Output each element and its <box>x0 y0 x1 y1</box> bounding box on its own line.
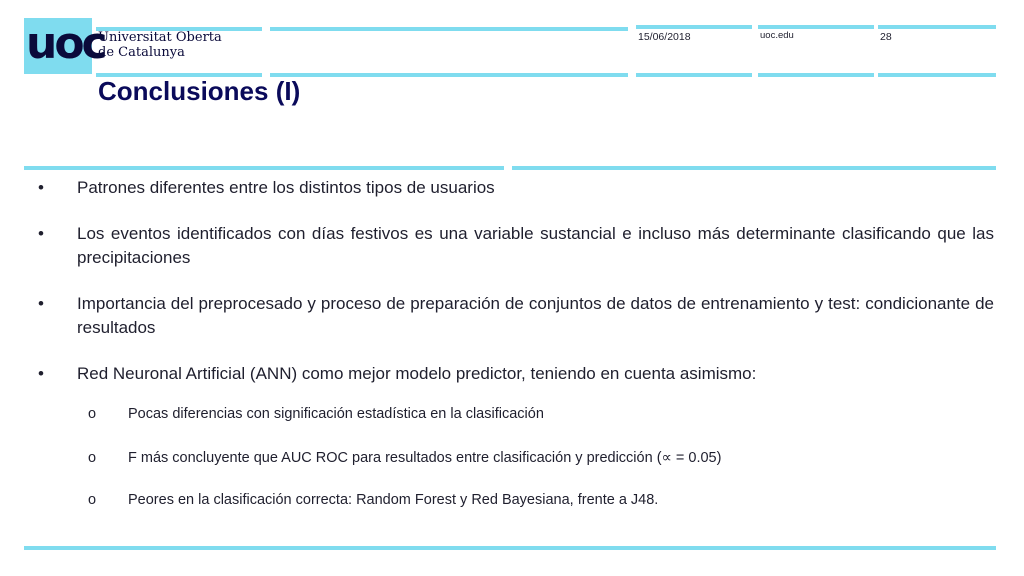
bullet-item <box>32 292 994 340</box>
header-bar-top-4 <box>758 25 874 29</box>
slide-date: 15/06/2018 <box>638 31 691 43</box>
sub-bullet-marker: o <box>88 492 97 508</box>
header-bar-bottom-5 <box>878 73 996 77</box>
header-bar-bottom-2 <box>270 73 628 77</box>
header-bar-top-3 <box>636 25 752 29</box>
bullet-marker: • <box>38 224 44 243</box>
institution-line-1: Universitat Oberta <box>98 30 222 45</box>
header-bar-bottom-4 <box>758 73 874 77</box>
institution-line-2: de Catalunya <box>98 45 185 60</box>
bullet-marker: • <box>38 364 44 383</box>
bullet-marker: • <box>38 178 44 197</box>
sub-bullet-marker: o <box>88 406 97 422</box>
bullet-text: Importancia del preprocesado y proceso de preparación de conjuntos de datos de entrenamiento y test: condicionante de resultados <box>77 294 994 337</box>
sub-bullet-item <box>32 448 994 468</box>
header-bar-bottom-3 <box>636 73 752 77</box>
slide-content <box>32 176 994 526</box>
bullet-item <box>32 362 994 386</box>
header-bar-top-5 <box>878 25 996 29</box>
slide-title: Conclusiones (I) <box>98 76 301 106</box>
bullet-text: Red Neuronal Artificial (ANN) como mejor modelo predictor, teniendo en cuenta asimismo: <box>77 364 757 383</box>
uoc-logo <box>24 18 105 74</box>
title-divider-left <box>24 166 504 170</box>
footer-divider <box>24 546 996 550</box>
bullet-item <box>32 176 994 200</box>
bullet-text: Los eventos identificados con días festivos es una variable sustancial e incluso más determinante clasificando que las precipitaciones <box>77 224 994 267</box>
site-url: uoc.edu <box>760 30 794 41</box>
sub-bullet-item <box>32 404 994 424</box>
sub-bullet-text: Peores en la clasificación correcta: Random Forest y Red Bayesiana, frente a J48. <box>128 492 659 508</box>
institution-name <box>98 30 222 60</box>
bullet-marker: • <box>38 294 44 313</box>
bullet-text: Patrones diferentes entre los distintos tipos de usuarios <box>77 178 495 197</box>
sub-bullet-text: F más concluyente que AUC ROC para resultados entre clasificación y predicción (∝ = 0.05) <box>128 450 722 466</box>
title-divider-right <box>512 166 996 170</box>
uoc-logo-mark: uoc <box>26 18 105 69</box>
sub-bullet-item <box>32 490 994 510</box>
sub-bullet-text: Pocas diferencias con significación estadística en la clasificación <box>128 406 544 422</box>
sub-bullet-marker: o <box>88 450 97 466</box>
page-number: 28 <box>880 31 892 43</box>
header-bar-top-2 <box>270 27 628 31</box>
bullet-item <box>32 222 994 270</box>
